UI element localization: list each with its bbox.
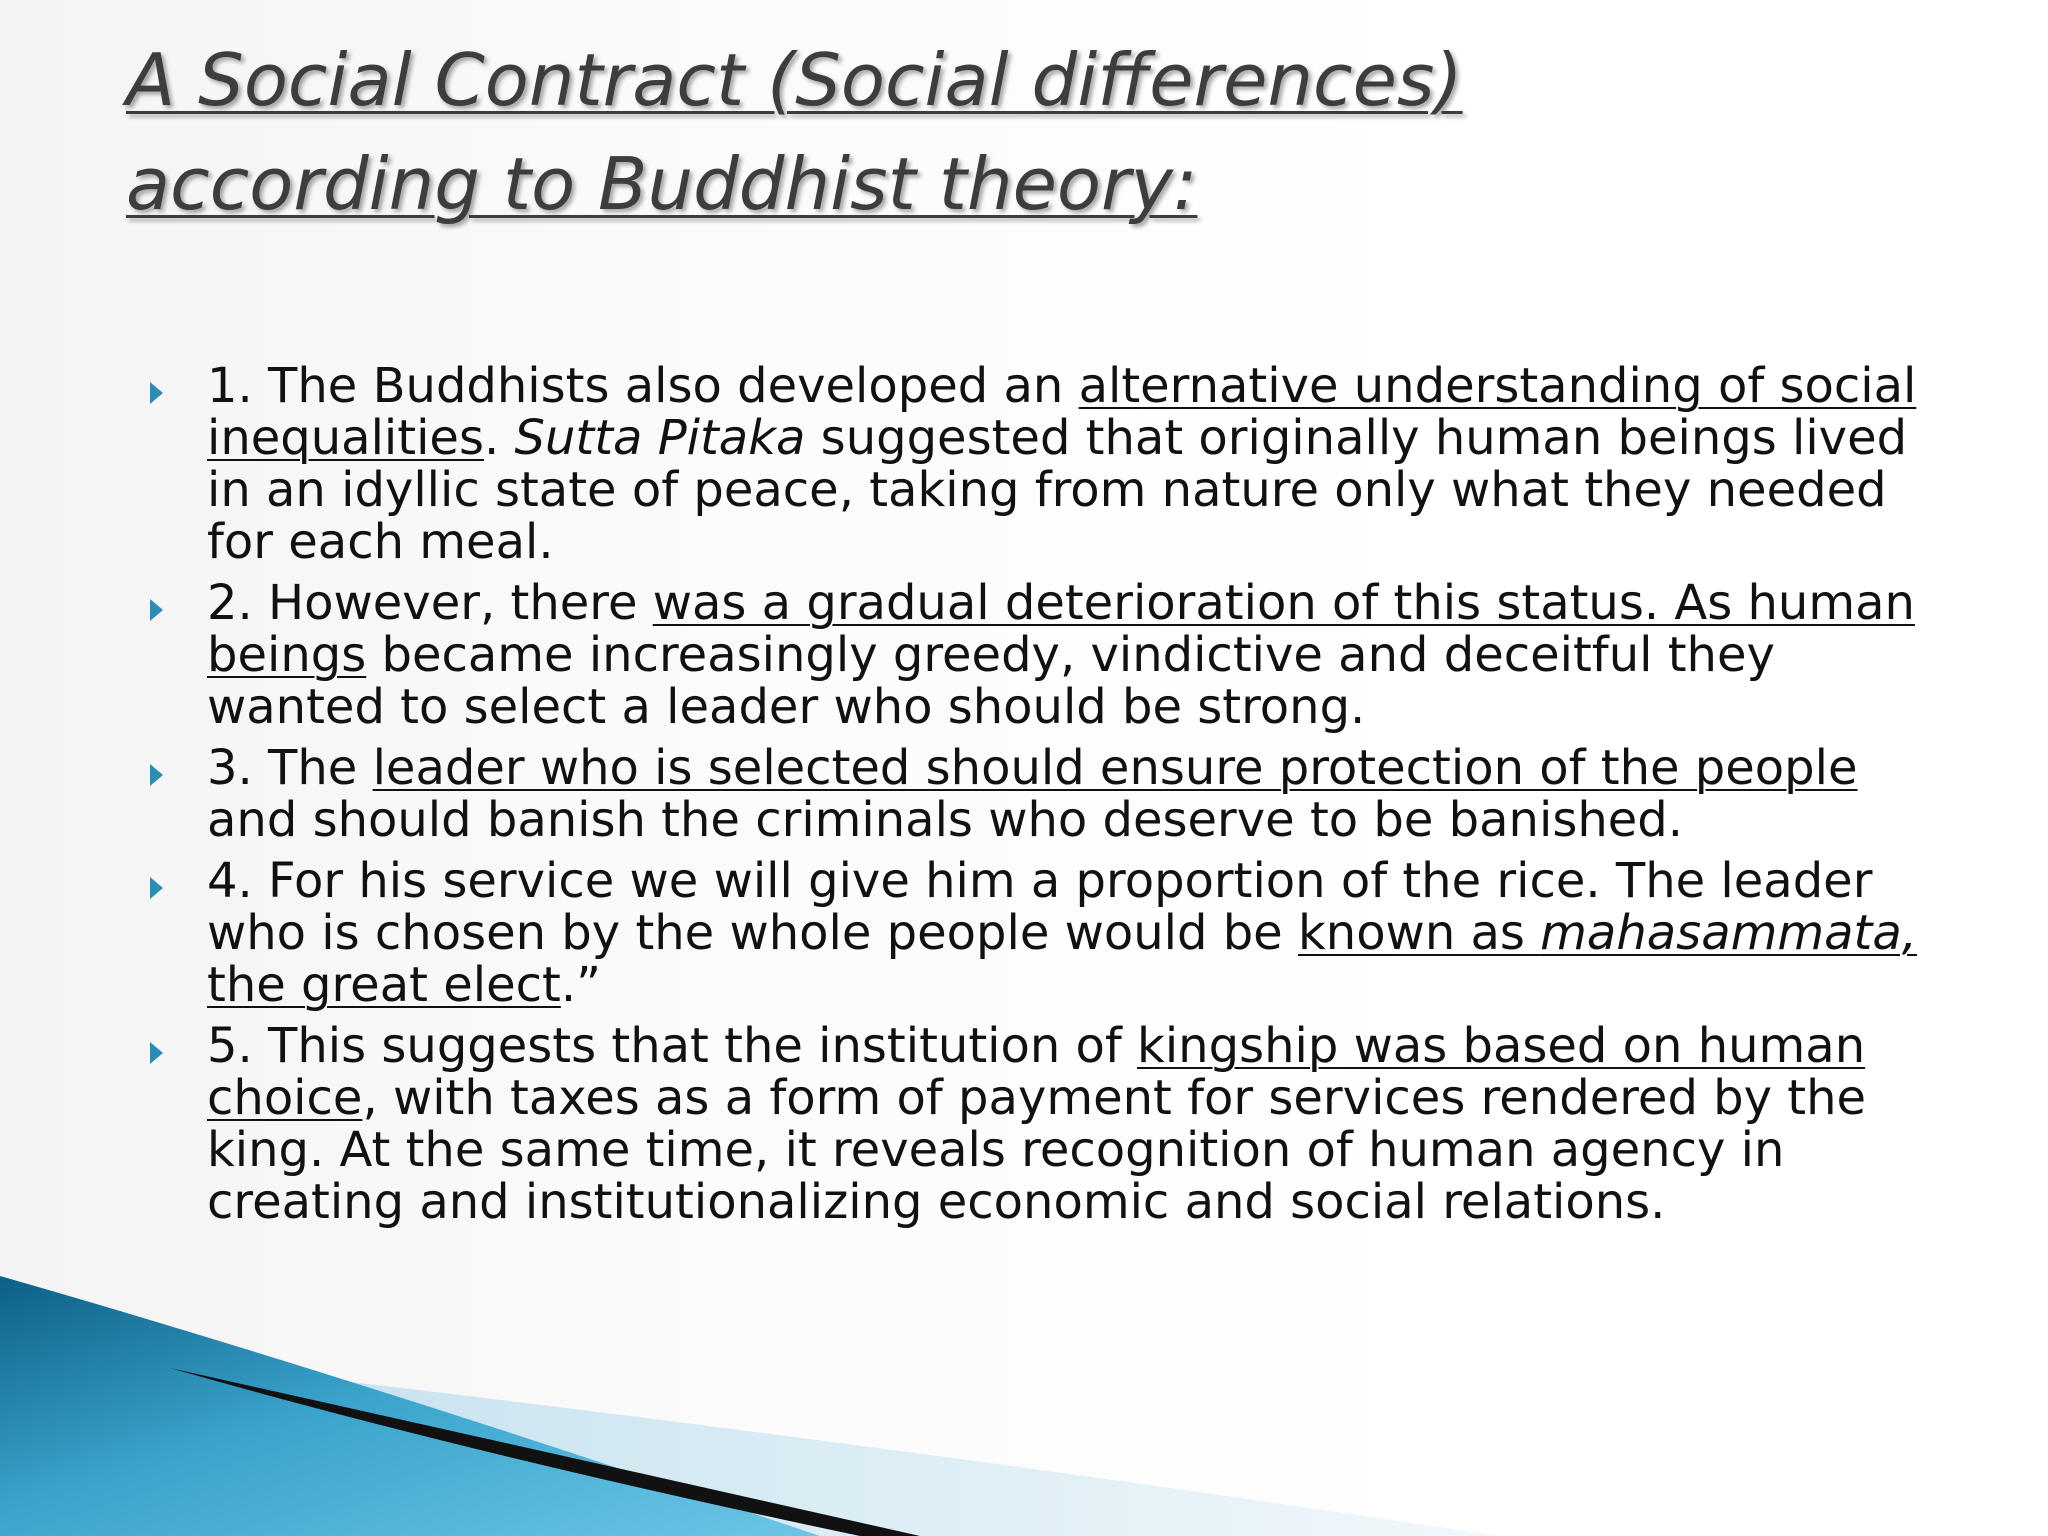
title-line-1: A Social Contract (Social differences) xyxy=(126,38,1463,122)
slide-title xyxy=(126,28,1826,236)
italic-term: mahasammata, xyxy=(1540,905,1918,961)
point-text: . xyxy=(483,410,515,466)
point-text: 2. However, there xyxy=(207,575,653,631)
title-line-2: according to Buddhist theory: xyxy=(126,142,1198,226)
underlined-phrase: kingship was based on human choice xyxy=(207,1018,1866,1126)
point-text: , with taxes as a form of payment for services rendered by the king. At the same time, it reveals recognition of human agency in creating and institutionalizing economic and social relations. xyxy=(207,1070,1867,1230)
point-text: became increasingly greedy, vindictive and deceitful they wanted to select a leader who should be strong. xyxy=(207,627,1775,735)
underlined-phrase: known as xyxy=(1297,905,1541,961)
point-text: 5. This suggests that the institution of xyxy=(207,1018,1138,1074)
bullet-point-4 xyxy=(150,855,1920,1011)
triangle-bullet-icon xyxy=(150,877,163,899)
bullet-point-5 xyxy=(150,1020,1920,1228)
point-text: 3. The xyxy=(207,740,373,796)
decorative-swoosh xyxy=(0,1276,2048,1536)
triangle-bullet-icon xyxy=(150,382,163,404)
point-text: .” xyxy=(560,957,601,1013)
bullet-list xyxy=(150,360,1920,1237)
bullet-point-3 xyxy=(150,742,1920,846)
triangle-bullet-icon xyxy=(150,599,163,621)
point-text: and should banish the criminals who deserve to be banished. xyxy=(207,792,1683,848)
point-text: 1. The Buddhists also developed an xyxy=(207,358,1079,414)
point-text: 4. For his service we will give him a proportion of the rice. The leader who is chosen by the whole people would be xyxy=(207,853,1873,961)
point-text: suggested that originally human beings lived in an idyllic state of peace, taking from nature only what they needed for each meal. xyxy=(207,410,1908,570)
underlined-phrase: was a gradual deterioration of this status. As human beings xyxy=(207,575,1915,683)
triangle-bullet-icon xyxy=(150,764,163,786)
bullet-point-1 xyxy=(150,360,1920,568)
underlined-phrase: alternative understanding of social inequalities xyxy=(207,358,1917,466)
underlined-phrase: the great elect xyxy=(207,957,561,1013)
italic-term: Sutta Pitaka xyxy=(514,410,806,466)
bullet-point-2 xyxy=(150,577,1920,733)
underlined-phrase: leader who is selected should ensure protection of the people xyxy=(372,740,1858,796)
triangle-bullet-icon xyxy=(150,1042,163,1064)
